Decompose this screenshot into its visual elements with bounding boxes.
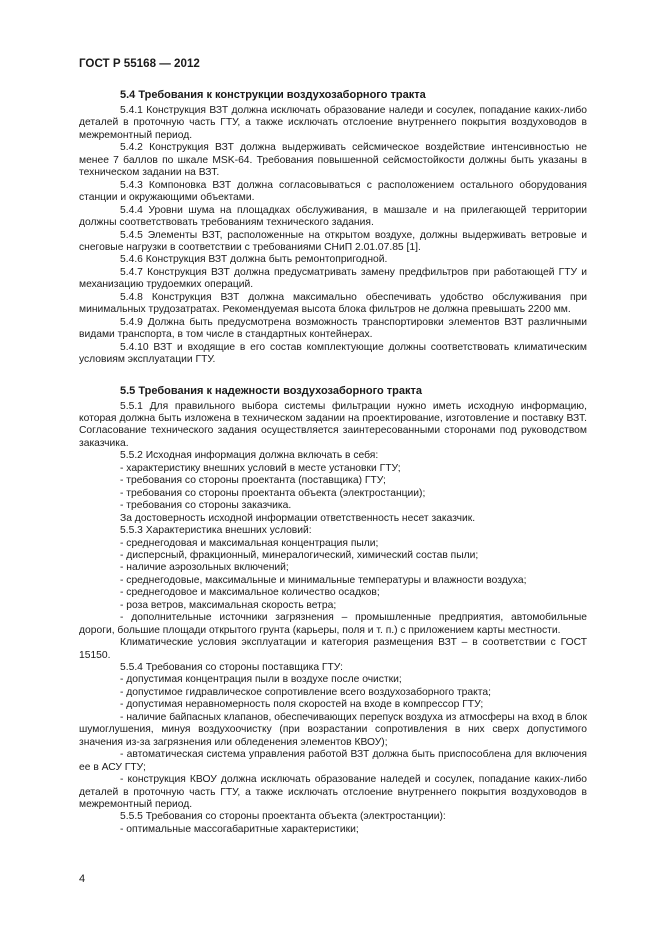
list-item: - оптимальные массогабаритные характеристики;: [120, 823, 359, 835]
list-item: - наличие байпасных клапанов, обеспечивающих перепуск воздуха из атмосферы на вход в блок шумоглушения, минуя воздухоочистку (при возрастании сопротивления в них сверх допустимого значения из-за загрязнения или обледенения элементов КВОУ);: [79, 711, 587, 748]
list-item: - требования со стороны проектанта (поставщика) ГТУ;: [120, 475, 386, 487]
page-number: 4: [79, 873, 86, 885]
paragraph-5-5-5: 5.5.5 Требования со стороны проектанта объекта (электростанции):: [120, 811, 446, 823]
paragraph-5-4-4: 5.4.4 Уровни шума на площадках обслуживания, в машзале и на прилегающей территории должны соответствовать требованиям технического задания.: [79, 204, 587, 229]
list-item: - среднегодовое и максимальное количество осадков;: [120, 587, 380, 599]
list-item: - требования со стороны проектанта объекта (электростанции);: [120, 487, 426, 499]
paragraph-5-5-1: 5.5.1 Для правильного выбора системы фильтрации нужно иметь исходную информацию, которая должна быть изложена в техническом задании на проектирование, изготовление и поставку ВЗТ. Согласование технического задания осуществляется заинтересованными сторонами под руководством заказчика.: [79, 400, 587, 449]
section-5-5-body: [79, 401, 587, 837]
list-item: - требования со стороны заказчика.: [120, 500, 292, 512]
section-heading-5-5: 5.5 Требования к надежности воздухозаборного тракта: [120, 384, 423, 397]
list-item: - характеристику внешних условий в месте установки ГТУ;: [120, 462, 401, 474]
paragraph-5-4-8: 5.4.8 Конструкция ВЗТ должна максимально обеспечивать удобство обслуживания при минимальных трудозатратах. Рекомендуемая высота блока фильтров не должна превышать 2200 мм.: [79, 291, 587, 316]
paragraph-5-4-5: 5.4.5 Элементы ВЗТ, расположенные на открытом воздухе, должны выдерживать ветровые и снеговые нагрузки в соответствии с требованиями СНиП 2.01.07.85 [1].: [79, 229, 587, 253]
paragraph-5-4-2: 5.4.2 Конструкция ВЗТ должна выдерживать сейсмическое воздействие интенсивностью не менее 7 баллов по шкале MSK-64. Требования повышенной сейсмостойкости должны быть указаны в техническом задании на ВЗТ.: [79, 142, 587, 179]
list-item: - среднегодовые, максимальные и минимальные температуры и влажности воздуха;: [120, 574, 527, 586]
list-item: - автоматическая система управления работой ВЗТ должна быть приспособлена для включения ее в АСУ ГТУ;: [79, 749, 587, 773]
list-item: - конструкция КВОУ должна исключать образование наледей и сосулек, попадание каких-либо деталей в проточную часть ГТУ, а также исключать отслоение внутреннего покрытия воздуховодов в межремонтный период.: [79, 774, 587, 811]
paragraph-5-4-6: 5.4.6 Конструкция ВЗТ должна быть ремонтопригодной.: [120, 254, 388, 266]
responsibility-note: За достоверность исходной информации ответственность несет заказчик.: [120, 512, 476, 524]
paragraph-5-5-2: 5.5.2 Исходная информация должна включать в себя:: [120, 450, 379, 462]
paragraph-5-4-9: 5.4.9 Должна быть предусмотрена возможность транспортировки элементов ВЗТ различными видами транспорта, в том числе в стандартных контейнерах.: [79, 316, 587, 341]
section-heading-5-4: 5.4 Требования к конструкции воздухозаборного тракта: [120, 89, 426, 101]
list-item: - наличие аэрозольных включений;: [120, 562, 289, 574]
paragraph-5-5-4: 5.5.4 Требования со стороны поставщика ГТУ:: [120, 662, 343, 674]
list-item: - допустимая концентрация пыли в воздухе после очистки;: [120, 674, 402, 686]
list-item: - дисперсный, фракционный, минералогический, химический состав пыли;: [120, 549, 479, 561]
list-item: - роза ветров, максимальная скорость ветра;: [120, 599, 337, 611]
list-item: - допустимая неравномерность поля скоростей на входе в компрессор ГТУ;: [120, 699, 484, 711]
document-header: ГОСТ Р 55168 — 2012: [79, 57, 200, 70]
paragraph-5-4-3: 5.4.3 Компоновка ВЗТ должна согласовываться с расположением остального оборудования станции и окружающими объектами.: [79, 179, 587, 204]
climate-conditions-note: Климатические условия эксплуатации и категория размещения ВЗТ – в соответствии с ГОСТ 15150.: [79, 637, 587, 661]
list-item: - дополнительные источники загрязнения – промышленные предприятия, автомобильные дороги, большие площади открытого грунта (карьеры, поля и т. п.) с приложением карты местности.: [79, 612, 587, 636]
section-5-4-body: [79, 105, 587, 367]
paragraph-5-4-10: 5.4.10 ВЗТ и входящие в его состав комплектующие должны соответствовать климатическим условиям эксплуатации ГТУ.: [79, 341, 587, 366]
paragraph-5-4-1: 5.4.1 Конструкция ВЗТ должна исключать образование наледи и сосулек, попадание каких-либо деталей в проточную часть ГТУ, а также исключать отслоение внутреннего покрытия воздуховодов в межремонтный период.: [79, 105, 587, 141]
list-item: - среднегодовая и максимальная концентрация пыли;: [120, 537, 379, 549]
paragraph-5-5-3: 5.5.3 Характеристика внешних условий:: [120, 525, 312, 537]
list-item: - допустимое гидравлическое сопротивление всего воздухозаборного тракта;: [120, 686, 491, 698]
paragraph-5-4-7: 5.4.7 Конструкция ВЗТ должна предусматривать замену предфильтров при работающей ГТУ и механизацию трудоемких операций.: [79, 266, 587, 291]
